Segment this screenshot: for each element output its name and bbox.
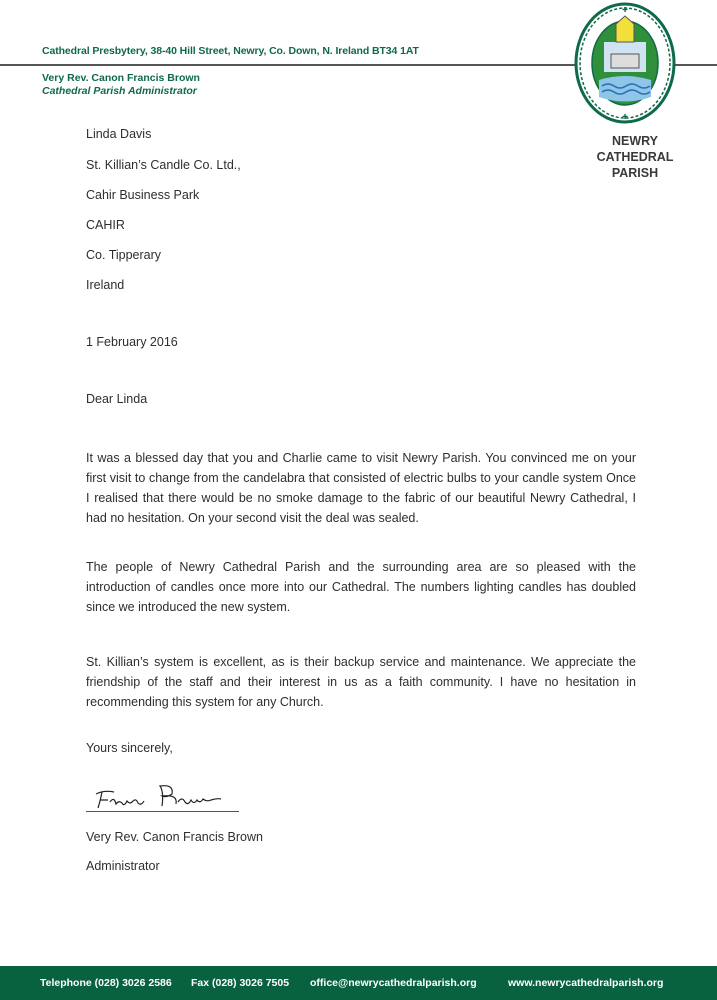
signature-line	[86, 811, 239, 812]
signatory-title: Administrator	[86, 859, 160, 873]
recipient-name: Linda Davis	[86, 127, 152, 141]
parish-name: NEWRY CATHEDRAL PARISH	[596, 134, 674, 180]
header-divider-right	[675, 64, 717, 66]
svg-text:✚: ✚	[622, 114, 628, 121]
parish-crest-icon	[574, 2, 676, 124]
header-divider	[0, 64, 590, 66]
recipient-country: Ireland	[86, 278, 125, 292]
letter-date: 1 February 2016	[86, 335, 178, 349]
sender-role: Cathedral Parish Administrator	[42, 85, 197, 97]
footer-website[interactable]: www.newrycathedralparish.org	[508, 977, 664, 989]
body-paragraph-2: The people of Newry Cathedral Parish and the surrounding area are so pleased with the introduction of candles once more into our Cathedral. The numbers lighting candles has doubled since we introduced the new system.	[86, 560, 636, 614]
sender-name: Very Rev. Canon Francis Brown	[42, 72, 200, 84]
closing: Yours sincerely,	[86, 741, 173, 755]
recipient-town: CAHIR	[86, 218, 125, 232]
body-paragraph-3: St. Killian’s system is excellent, as is their backup service and maintenance. We appreciate the friendship of the staff and their interest in us as a faith community. I have no hesitation in recommending this system for any Church.	[86, 655, 636, 709]
body-paragraph-1: It was a blessed day that you and Charlie came to visit Newry Parish. You convinced me on your first visit to change from the candelabra that consisted of electric bulbs to your candle system Once I realised that there would be no smoke damage to the fabric of our beautiful Newry Cathedral, I had no hesitation. On your second visit the deal was sealed.	[86, 451, 636, 525]
recipient-address-1: Cahir Business Park	[86, 188, 200, 202]
salutation: Dear Linda	[86, 392, 148, 406]
signatory-name: Very Rev. Canon Francis Brown	[86, 830, 263, 844]
sender-block	[42, 72, 200, 98]
svg-text:✚: ✚	[622, 7, 628, 14]
footer-email[interactable]: office@newrycathedralparish.org	[310, 977, 477, 989]
recipient-county: Co. Tipperary	[86, 248, 162, 262]
handwritten-signature-icon	[90, 780, 240, 814]
footer-fax: Fax (028) 3026 7505	[191, 977, 290, 989]
footer-telephone: Telephone (028) 3026 2586	[40, 977, 172, 989]
footer-bar	[0, 966, 717, 1000]
presbytery-address: Cathedral Presbytery, 38-40 Hill Street, Newry, Co. Down, N. Ireland BT34 1AT	[42, 45, 419, 57]
recipient-company: St. Killian’s Candle Co. Ltd.,	[86, 158, 241, 172]
